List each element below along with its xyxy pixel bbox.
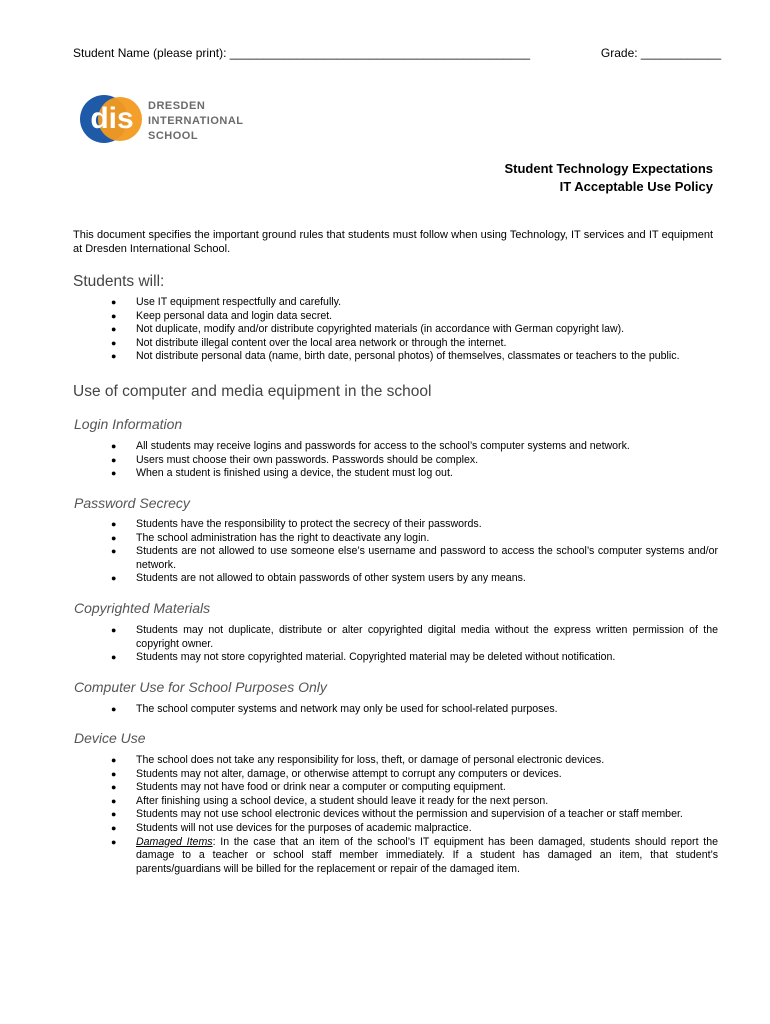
student-name-field[interactable]: Student Name (please print): _____________________________________________	[73, 46, 531, 60]
list-item: ● After finishing using a school device, a student should leave it ready for the next person.	[110, 795, 718, 809]
list-item: ● Users must choose their own passwords. Passwords should be complex.	[110, 454, 718, 468]
list-item: ● Not duplicate, modify and/or distribute copyrighted materials (in accordance with German copyright law).	[110, 323, 718, 337]
list-item: ● Students are not allowed to use someone else’s username and password to access the school’s computer systems and/or network.	[110, 545, 718, 572]
list-item: ● Students may not use school electronic devices without the permission and supervision of a teacher or staff member.	[110, 808, 718, 822]
school-purposes-list	[110, 703, 718, 717]
damaged-items-item	[110, 836, 718, 877]
list-item: ● Students will not use devices for the purposes of academic malpractice.	[110, 822, 718, 836]
list-item: ● The school computer systems and network may only be used for school-related purposes.	[110, 703, 718, 717]
list-item: ● Not distribute illegal content over the local area network or through the internet.	[110, 337, 718, 351]
intro-paragraph: This document specifies the important ground rules that students must follow when using Technology, IT services and IT equipment at Dresden International School.	[73, 229, 713, 255]
list-item: ● Not distribute personal data (name, birth date, personal photos) of themselves, classmates or teachers to the public.	[110, 350, 718, 364]
device-use-list	[110, 754, 718, 876]
list-item: ● Students are not allowed to obtain passwords of other system users by any means.	[110, 572, 718, 586]
list-item: ● Students may not have food or drink near a computer or computing equipment.	[110, 781, 718, 795]
logo-line-2: INTERNATIONAL	[148, 115, 244, 127]
logo-line-3: SCHOOL	[148, 130, 199, 142]
list-item: ● Students may not alter, damage, or otherwise attempt to corrupt any computers or devices.	[110, 768, 718, 782]
list-item: ● Keep personal data and login data secret.	[110, 310, 718, 324]
header-line	[73, 46, 721, 60]
copyright-list	[110, 624, 718, 665]
logo-line-1: DRESDEN	[148, 100, 206, 112]
list-item: ● When a student is finished using a device, the student must log out.	[110, 467, 718, 481]
section-heading: Use of computer and media equipment in the school	[73, 383, 432, 400]
password-heading: Password Secrecy	[74, 495, 190, 511]
copyright-heading: Copyrighted Materials	[74, 600, 211, 616]
students-will-heading: Students will:	[73, 273, 165, 290]
list-item: ● Students have the responsibility to protect the secrecy of their passwords.	[110, 518, 718, 532]
school-purposes-heading: Computer Use for School Purposes Only	[74, 679, 327, 695]
logo-mark: dis	[90, 102, 134, 135]
device-use-heading: Device Use	[74, 730, 146, 746]
list-item: ● The school administration has the right to deactivate any login.	[110, 532, 718, 546]
list-item: ● The school does not take any responsibility for loss, theft, or damage of personal electronic devices.	[110, 754, 718, 768]
login-heading: Login Information	[74, 416, 183, 432]
password-list	[110, 518, 718, 586]
list-item: ● All students may receive logins and passwords for access to the school’s computer systems and network.	[110, 440, 718, 454]
students-will-list	[110, 296, 718, 364]
grade-field[interactable]: Grade: ____________	[600, 46, 721, 60]
login-list	[110, 440, 718, 481]
list-item: ● Use IT equipment respectfully and carefully.	[110, 296, 718, 310]
list-item: ● Students may not store copyrighted material. Copyrighted material may be deleted without notification.	[110, 651, 718, 665]
damaged-items-text: : In the case that an item of the school’s IT equipment has been damaged, students should report the damage to a teacher or school staff member immediately. If a student has damaged an item, that student’s parents/guardians will be billed for the replacement or repair of the damaged item.	[136, 835, 718, 875]
title-line-1: Student Technology Expectations	[504, 161, 713, 176]
list-item: ● Students may not duplicate, distribute or alter copyrighted digital media without the express written permission of the copyright owner.	[110, 624, 718, 651]
title-line-2: IT Acceptable Use Policy	[559, 179, 713, 194]
document-title	[504, 160, 713, 196]
school-logo	[78, 88, 250, 150]
damaged-items-label: Damaged Items	[136, 835, 213, 848]
